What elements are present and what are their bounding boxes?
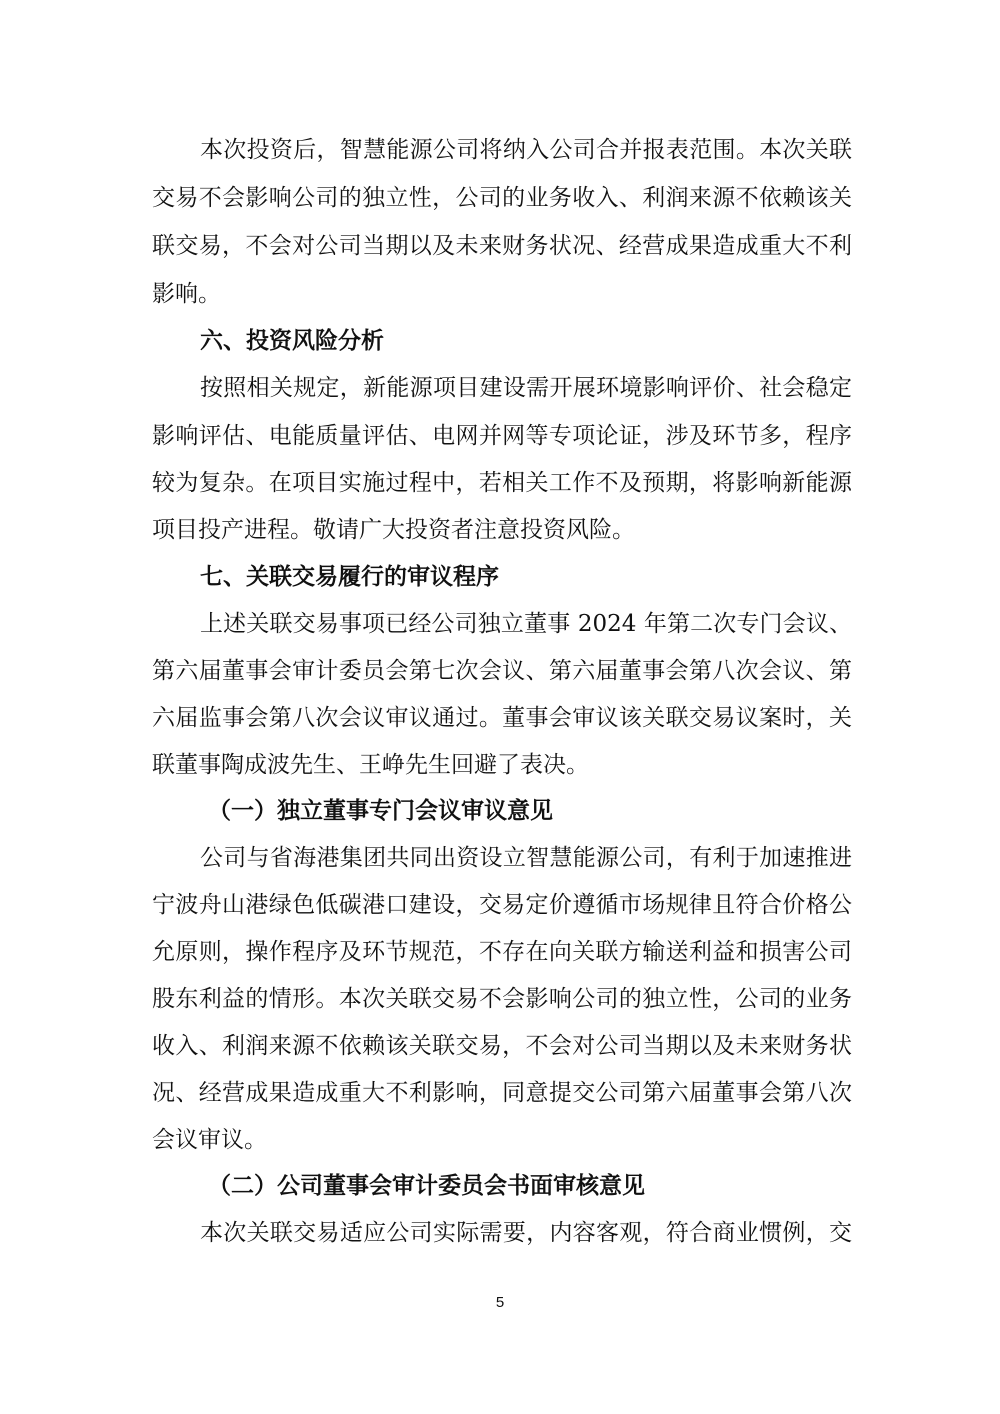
paragraph-line: 联交易，不会对公司当期以及未来财务状况、经营成果造成重大不利 [152, 233, 852, 259]
paragraph-line: 联董事陶成波先生、王峥先生回避了表决。 [152, 752, 589, 778]
paragraph-line: 较为复杂。在项目实施过程中，若相关工作不及预期，将影响新能源 [152, 470, 852, 496]
paragraph-line: 影响评估、电能质量评估、电网并网等专项论证，涉及环节多，程序 [152, 423, 852, 449]
paragraph-line: 影响。 [152, 281, 221, 307]
section-heading: 七、关联交易履行的审议程序 [200, 564, 499, 590]
paragraph-line: 会议审议。 [152, 1127, 267, 1153]
paragraph-line: 六届监事会第八次会议审议通过。董事会审议该关联交易议案时，关 [152, 705, 852, 731]
paragraph-line: 允原则，操作程序及环节规范，不存在向关联方输送利益和损害公司 [152, 939, 852, 965]
paragraph-line: 第六届董事会审计委员会第七次会议、第六届董事会第八次会议、第 [152, 658, 852, 684]
section-heading: 六、投资风险分析 [200, 328, 384, 354]
page-number: 5 [495, 1294, 505, 1311]
paragraph-line: 股东利益的情形。本次关联交易不会影响公司的独立性，公司的业务 [152, 986, 852, 1012]
paragraph-line: 本次关联交易适应公司实际需要，内容客观，符合商业惯例，交 [200, 1220, 852, 1246]
paragraph-line: 项目投产进程。敬请广大投资者注意投资风险。 [152, 517, 635, 543]
subsection-heading: （一）独立董事专门会议审议意见 [208, 798, 553, 824]
paragraph-line: 宁波舟山港绿色低碳港口建设，交易定价遵循市场规律且符合价格公 [152, 892, 852, 918]
paragraph-line: 本次投资后，智慧能源公司将纳入公司合并报表范围。本次关联 [200, 137, 852, 163]
paragraph-line: 按照相关规定，新能源项目建设需开展环境影响评价、社会稳定 [200, 375, 852, 401]
paragraph-line: 况、经营成果造成重大不利影响，同意提交公司第六届董事会第八次 [152, 1080, 852, 1106]
paragraph-line: 上述关联交易事项已经公司独立董事 2024 年第二次专门会议、 [200, 611, 852, 637]
subsection-heading: （二）公司董事会审计委员会书面审核意见 [208, 1173, 645, 1199]
paragraph-line: 交易不会影响公司的独立性，公司的业务收入、利润来源不依赖该关 [152, 185, 852, 211]
paragraph-line: 收入、利润来源不依赖该关联交易，不会对公司当期以及未来财务状 [152, 1033, 852, 1059]
paragraph-line: 公司与省海港集团共同出资设立智慧能源公司，有利于加速推进 [200, 845, 852, 871]
